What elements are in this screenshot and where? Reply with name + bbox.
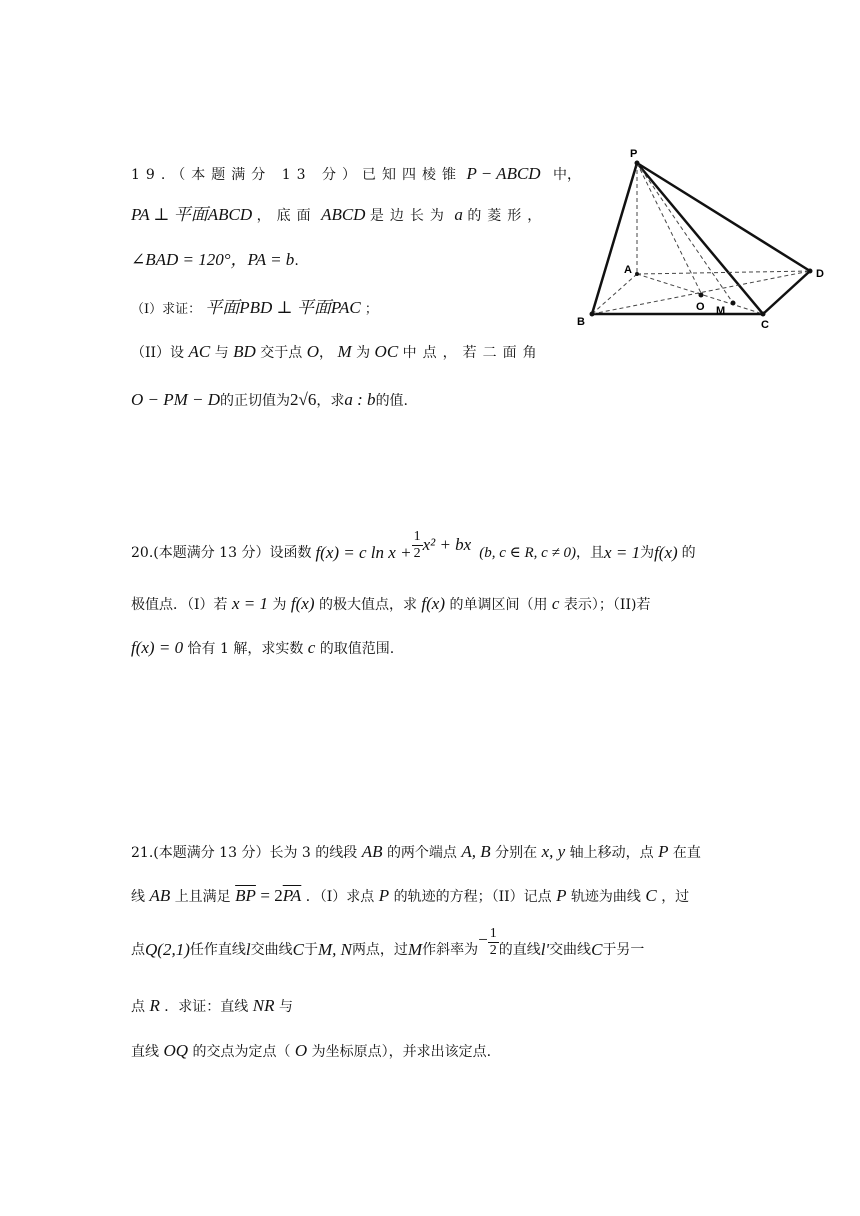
q20-line-3: f(x) = 0 恰有 1 解，求实数 c 的取值范围. <box>131 638 395 657</box>
q19-line-5: （II）设 AC 与 BD 交于点 O， M 为 OC 中点，若二面角 <box>131 342 543 361</box>
point-a <box>635 272 639 276</box>
q21-line-3: 点 Q(2,1) 任作直线 l 交曲线 C 于 M, N 两点，过 M 作斜率为 − $\frac{1}{2}$ 的直线 l' 交曲线 C 于另一 <box>131 925 645 959</box>
edge-pb <box>592 163 637 314</box>
label-b: B <box>577 316 585 328</box>
pyramid-figure <box>570 140 840 340</box>
q19-line-3: ∠BAD = 120°，PA = b. <box>131 250 299 269</box>
point-d <box>808 269 813 274</box>
label-a: A <box>624 264 632 276</box>
point-p <box>635 161 640 166</box>
point-b <box>590 312 595 317</box>
fraction-neg-half: $\frac{1}{2}$ <box>489 925 497 958</box>
label-c: C <box>761 319 769 331</box>
q20-line-2: 极值点．（I）若 x = 1 为 f(x) 的极大值点，求 f(x) 的单调区间（用 c 表示）；（II)若 <box>131 594 651 613</box>
fraction-half: $\frac{1}{2}$ <box>413 528 421 561</box>
label-d: D <box>816 268 824 280</box>
edge-pd <box>637 163 810 271</box>
q21-line-1: 21.(本题满分 13 分）长为 3 的线段 AB 的两个端点 A, B 分别在 x, y 轴上移动，点 P 在直 <box>131 842 701 861</box>
vector-bp: $\overline{BP}$ <box>235 886 256 905</box>
q21-line-2: 线 AB 上且满足 $\overline{BP} = 2\overline{PA}$ ．（I）求点 P 的轨迹的方程；（II）记点 P 轨迹为曲线 C ，过 <box>131 886 690 905</box>
q19-line-4: （I）求证： 平面PBD ⊥ 平面PAC ； <box>131 298 378 317</box>
point-m <box>731 301 736 306</box>
label-p: P <box>630 148 638 160</box>
edge-cd <box>763 271 810 314</box>
point-c <box>761 312 766 317</box>
q21-line-4: 点 R ．求证：直线 NR 与 <box>131 996 293 1015</box>
vector-pa: $\overline{PA}$ <box>282 886 302 905</box>
q19-line-6: O − PM − D的正切值为2√6，求a : b的值. <box>131 390 409 409</box>
q19-line-2: PA ⊥ 平面ABCD ，底面 ABCD 是边长为 a 的菱形， <box>131 205 548 224</box>
point-o <box>699 293 704 298</box>
q21-line-5: 直线 OQ 的交点为定点（ O 为坐标原点），并求出该定点. <box>131 1041 492 1060</box>
edge-pm <box>637 163 733 303</box>
label-m: M <box>716 305 726 317</box>
q20-line-1: 20.(本题满分 13 分）设函数 f(x) = c ln x + $\frac{1}{2}$ x² + bx (b, c ∈ R, c ≠ 0) ，且 x = 1 为 f(x) 的 <box>131 528 696 562</box>
label-o: O <box>696 301 705 313</box>
q19-line-1: 19.（本题满分 13 分）已知四棱锥 P − ABCD 中， <box>131 164 582 183</box>
edge-ad <box>637 271 810 274</box>
